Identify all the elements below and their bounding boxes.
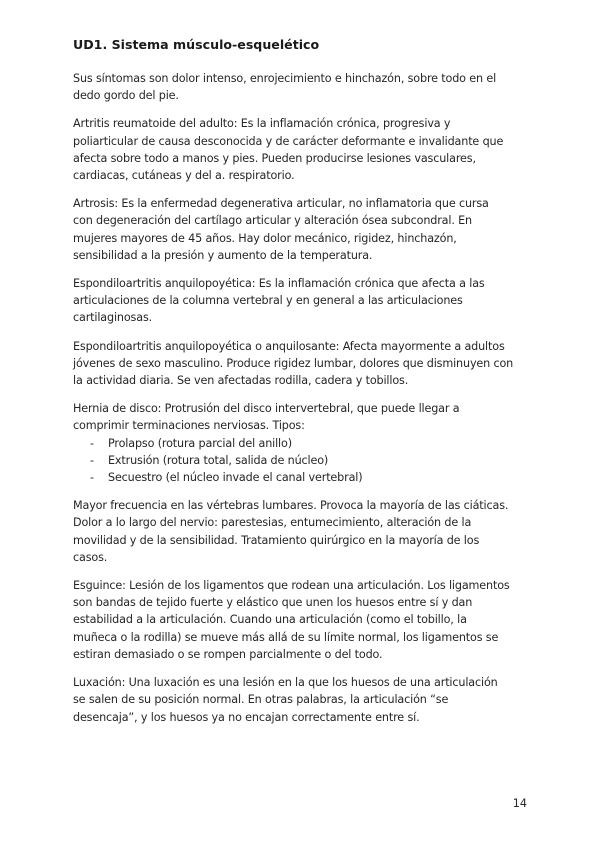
text-line: la actividad diaria. Se ven afectadas rodilla, cadera y tobillos. <box>73 374 409 388</box>
text-line: con degeneración del cartílago articular y alteración ósea subcondral. En <box>73 214 472 228</box>
paragraph-sprain <box>73 577 533 663</box>
text-line: cartilaginosas. <box>73 311 153 325</box>
page-title: UD1. Sistema músculo-esquelético <box>73 37 320 52</box>
text-line: Esguince: Lesión de los ligamentos que rodean una articulación. Los ligamentos <box>73 579 510 593</box>
text-line: son bandas de tejido fuerte y elástico que unen los huesos entre sí y dan <box>73 596 473 610</box>
text-line: casos. <box>73 550 108 564</box>
text-line: movilidad y de la sensibilidad. Tratamiento quirúrgico en la mayoría de los <box>73 533 480 547</box>
paragraph-herniated-disc <box>73 400 533 434</box>
list-item-text: Prolapso (rotura parcial del anillo) <box>108 436 292 450</box>
bullet-dash: - <box>90 436 94 450</box>
text-line: estabilidad a la articulación. Cuando una articulación (como el tobillo, la <box>73 613 467 627</box>
text-line: Espondiloartritis anquilopoyética: Es la inflamación crónica que afecta a las <box>73 277 485 291</box>
text-line: jóvenes de sexo masculino. Produce rigidez lumbar, dolores que disminuyen con <box>73 356 514 370</box>
hernia-types-list <box>73 435 533 487</box>
page-number: 14 <box>512 797 527 810</box>
list-item <box>73 435 533 452</box>
paragraph-lumbar-frequency <box>73 497 533 566</box>
text-line: Artritis reumatoide del adulto: Es la inflamación crónica, progresiva y <box>73 117 451 131</box>
text-line: Dolor a lo largo del nervio: parestesias, entumecimiento, alteración de la <box>73 516 472 530</box>
text-line: afecta sobre todo a manos y pies. Pueden producirse lesiones vasculares, <box>73 151 476 165</box>
paragraph-rheumatoid-arthritis <box>73 115 533 184</box>
text-line: sensibilidad a la presión y aumento de la temperatura. <box>73 248 373 262</box>
paragraph-dislocation <box>73 674 533 726</box>
bullet-dash: - <box>90 471 94 485</box>
paragraph-ankylosing-spondylitis <box>73 338 533 390</box>
text-line: Mayor frecuencia en las vértebras lumbares. Provoca la mayoría de las ciáticas. <box>73 499 509 513</box>
bullet-dash: - <box>90 453 94 467</box>
text-line: estiran demasiado o se rompen parcialmente o del todo. <box>73 647 383 661</box>
text-line: Luxación: Una luxación es una lesión en la que los huesos de una articulación <box>73 676 498 690</box>
text-line: muñeca o la rodilla) se mueve más allá de su límite normal, los ligamentos se <box>73 630 499 644</box>
text-line: Artrosis: Es la enfermedad degenerativa articular, no inflamatoria que cursa <box>73 197 489 211</box>
text-line: cardiacas, cutáneas y del a. respiratorio. <box>73 169 295 183</box>
list-item-text: Secuestro (el núcleo invade el canal vertebral) <box>108 471 363 485</box>
text-line: comprimir terminaciones nerviosas. Tipos: <box>73 419 305 433</box>
text-line: se salen de su posición normal. En otras palabras, la articulación “se <box>73 693 449 707</box>
list-item <box>73 469 533 486</box>
text-line: mujeres mayores de 45 años. Hay dolor mecánico, rigidez, hinchazón, <box>73 231 457 245</box>
paragraph-spondyloarthritis <box>73 275 533 327</box>
text-line: Hernia de disco: Protrusión del disco intervertebral, que puede llegar a <box>73 402 460 416</box>
paragraph-arthrosis <box>73 195 533 264</box>
text-line: Sus síntomas son dolor intenso, enrojecimiento e hinchazón, sobre todo en el <box>73 72 497 85</box>
text-line: articulaciones de la columna vertebral y en general a las articulaciones <box>73 294 463 308</box>
list-item <box>73 452 533 469</box>
text-line: Espondiloartritis anquilopoyética o anquilosante: Afecta mayormente a adultos <box>73 339 505 353</box>
text-line: poliarticular de causa desconocida y de carácter deformante e invalidante que <box>73 134 504 148</box>
document-page <box>73 36 533 737</box>
list-item-text: Extrusión (rotura total, salida de núcleo) <box>108 453 329 467</box>
text-line: desencaja”, y los huesos ya no encajan correctamente entre sí. <box>73 710 420 724</box>
paragraph-gout-symptoms <box>73 70 533 104</box>
text-line: dedo gordo del pie. <box>73 89 179 103</box>
